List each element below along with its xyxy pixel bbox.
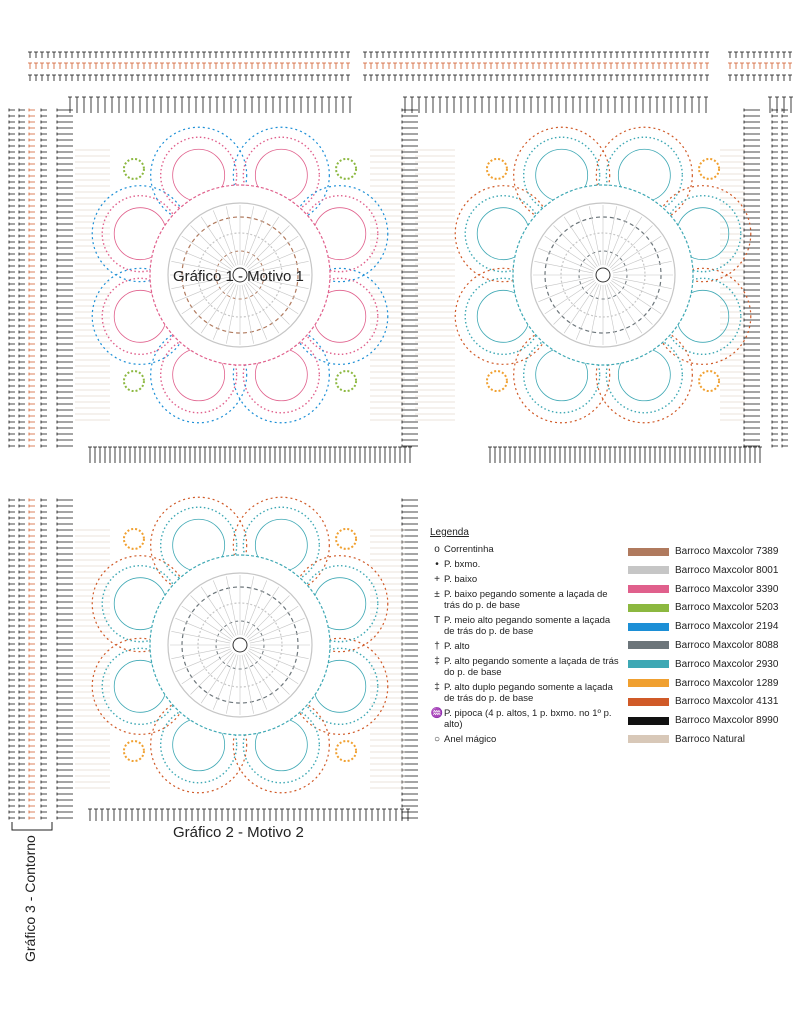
- yarn-color-name: Barroco Maxcolor 1289: [675, 677, 779, 689]
- yarn-color-item: [628, 620, 788, 633]
- stitch-symbol-icon: ♒: [430, 708, 444, 719]
- corner-accent: [124, 529, 144, 549]
- border-row: [28, 52, 350, 58]
- border-row: [728, 63, 792, 69]
- border-stitch-column: [9, 499, 15, 820]
- yarn-color-name: Barroco Maxcolor 4131: [675, 696, 779, 708]
- border-column: [57, 499, 73, 820]
- border-stitch-row: [363, 63, 709, 69]
- border-stitch-row: [488, 447, 762, 463]
- legend-item: [430, 544, 620, 555]
- border-fill: [75, 150, 110, 420]
- legend-item: [430, 615, 620, 637]
- legend-label: P. baixo: [444, 574, 478, 585]
- border-row: [403, 97, 708, 113]
- stitch-symbol-icon: †: [434, 641, 440, 652]
- stitch-symbol-icon: +: [434, 574, 440, 585]
- border-column: [772, 109, 778, 448]
- yarn-color-name: Barroco Natural: [675, 733, 746, 745]
- color-swatch: [628, 548, 669, 556]
- color-swatch: [628, 735, 669, 743]
- color-swatch: [628, 641, 669, 649]
- yarn-color-item: [628, 545, 788, 558]
- color-swatch: [628, 566, 669, 574]
- border-stitch-row: [68, 97, 352, 113]
- border-column: [744, 109, 760, 448]
- border-row: [28, 63, 350, 69]
- border-stitch-column: [29, 109, 35, 448]
- legend-item: [430, 641, 620, 652]
- border-stitch-column: [744, 109, 760, 448]
- stitch-symbol-icon: ±: [434, 589, 440, 600]
- border-row: [363, 63, 709, 69]
- color-swatch: [628, 660, 669, 668]
- border-column: [19, 109, 25, 448]
- legend-item: [430, 574, 620, 585]
- color-swatch: [628, 623, 669, 631]
- border-stitch-row: [88, 447, 412, 463]
- color-swatch: [628, 698, 669, 706]
- border-stitch-column: [782, 109, 788, 448]
- color-swatch: [628, 585, 669, 593]
- border-caption: Gráfico 3 - Contorno: [22, 835, 38, 962]
- border-stitch-row: [28, 63, 350, 69]
- yarn-color-name: Barroco Maxcolor 3390: [675, 583, 779, 595]
- legend-label: P. baixo pegando somente a laçada de trás do p. de base: [444, 589, 608, 611]
- border-column: [29, 499, 35, 820]
- border-stitch-row: [728, 52, 792, 58]
- border-column: [9, 109, 15, 448]
- yarn-color-item: [628, 601, 788, 614]
- yarn-color-item: [628, 658, 788, 671]
- border-column: [402, 109, 418, 448]
- yarn-color-name: Barroco Maxcolor 7389: [675, 546, 779, 557]
- border-stitch-row: [88, 809, 410, 821]
- legend-title: Legenda: [430, 527, 469, 538]
- legend-label: P. pipoca (4 p. altos, 1 p. bxmo. no 1º p. alto): [444, 708, 612, 730]
- border-column: [402, 499, 418, 820]
- border-row: [88, 447, 412, 463]
- border-fill: [75, 530, 110, 788]
- border-row: [363, 75, 709, 81]
- yarn-color-name: Barroco Maxcolor 8990: [675, 715, 779, 727]
- border-stitch-column: [9, 109, 15, 448]
- border-fill: [370, 530, 405, 788]
- legend-label: Anel mágico: [444, 734, 497, 745]
- legend-label: P. alto duplo pegando somente a laçada de trás do p. de base: [444, 682, 613, 704]
- yarn-color-item: [628, 564, 788, 577]
- legend-label: P. bxmo.: [444, 559, 481, 570]
- border-fill-lines: [75, 150, 110, 420]
- border-stitch-column: [19, 499, 25, 820]
- yarn-color-name: Barroco Maxcolor 2930: [675, 658, 779, 670]
- corner-accent: [124, 741, 144, 761]
- border-stitch-row: [728, 63, 792, 69]
- border-stitch-column: [41, 109, 47, 448]
- border-stitch-column: [41, 499, 47, 820]
- border-column: [29, 109, 35, 448]
- border-column: [19, 499, 25, 820]
- border-stitch-column: [57, 109, 73, 448]
- yarn-color-item: [628, 677, 788, 690]
- border-row: [28, 75, 350, 81]
- border-row: [728, 75, 792, 81]
- border-row: [88, 809, 410, 821]
- legend-item: [430, 589, 620, 611]
- yarn-color-item: [628, 695, 788, 708]
- legend-label: P. alto: [444, 641, 470, 652]
- border-stitch-column: [57, 499, 73, 820]
- border-stitch-column: [402, 109, 418, 448]
- corner-accent: [124, 159, 144, 179]
- legend-label: P. meio alto pegando somente a laçada de trás do p. de base: [444, 615, 611, 637]
- border-row: [68, 97, 352, 113]
- yarn-color-item: [628, 639, 788, 652]
- corner-accent: [699, 371, 719, 391]
- border-stitch-row: [28, 52, 350, 58]
- border-fill-lines: [370, 530, 405, 788]
- border-stitch-column: [29, 499, 35, 820]
- corner-accent: [336, 529, 356, 549]
- stitch-symbol-icon: ‡: [434, 656, 440, 667]
- yarn-color-name: Barroco Maxcolor 2194: [675, 621, 779, 633]
- motif1-caption: Gráfico 1 - Motivo 1: [173, 268, 304, 285]
- border-fill: [370, 150, 405, 420]
- corner-accent: [699, 159, 719, 179]
- color-swatch: [628, 604, 669, 612]
- yarn-color-item: [628, 583, 788, 596]
- corner-accent: [124, 371, 144, 391]
- legend-item: [430, 682, 620, 704]
- border-fill-lines: [415, 150, 455, 420]
- stitch-symbol-icon: ○: [433, 734, 441, 745]
- yarn-color-name: Barroco Maxcolor 8088: [675, 639, 779, 651]
- border-column: [57, 109, 73, 448]
- motif2-caption: Gráfico 2 - Motivo 2: [173, 824, 304, 841]
- border-row: [488, 447, 762, 463]
- stitch-symbol-icon: ‡: [434, 682, 440, 693]
- stitch-symbol-icon: o: [434, 544, 440, 555]
- corner-accent: [487, 371, 507, 391]
- border-stitch-column: [402, 499, 418, 820]
- yarn-color-item: [628, 714, 788, 727]
- corner-accent: [336, 371, 356, 391]
- legend-item: [430, 656, 620, 678]
- color-swatch: [628, 717, 669, 725]
- border-column: [41, 109, 47, 448]
- motif: [455, 127, 751, 423]
- corner-accent: [336, 159, 356, 179]
- stitch-symbol-icon: •: [435, 559, 439, 570]
- yarn-color-name: Barroco Maxcolor 5203: [675, 602, 779, 614]
- yarn-color-list: [628, 545, 788, 752]
- border-stitch-row: [403, 97, 708, 113]
- yarn-color-item: [628, 733, 788, 746]
- corner-accent: [487, 159, 507, 179]
- corner-accent: [336, 741, 356, 761]
- legend-label: P. alto pegando somente a laçada de trás do p. de base: [444, 656, 619, 678]
- motif: [92, 497, 388, 793]
- border-row: [728, 52, 792, 58]
- border-column: [41, 499, 47, 820]
- border-stitch-column: [772, 109, 778, 448]
- yarn-color-name: Barroco Maxcolor 8001: [675, 564, 779, 576]
- border-stitch-row: [363, 75, 709, 81]
- color-swatch: [628, 679, 669, 687]
- border-stitch-row: [728, 75, 792, 81]
- border-fill: [415, 150, 455, 420]
- border-stitch-row: [28, 75, 350, 81]
- border-row: [363, 52, 709, 58]
- legend-item: [430, 734, 620, 745]
- stitch-symbol-icon: T: [433, 615, 441, 626]
- border-bracket: [12, 822, 52, 830]
- legend-item: [430, 708, 620, 730]
- border-fill-lines: [75, 530, 110, 788]
- legend-label: Correntinha: [444, 544, 494, 555]
- border-column: [782, 109, 788, 448]
- border-stitch-row: [363, 52, 709, 58]
- border-column: [9, 499, 15, 820]
- stitch-legend: [430, 527, 620, 749]
- legend-item: [430, 559, 620, 570]
- border-stitch-column: [19, 109, 25, 448]
- border-fill-lines: [370, 150, 405, 420]
